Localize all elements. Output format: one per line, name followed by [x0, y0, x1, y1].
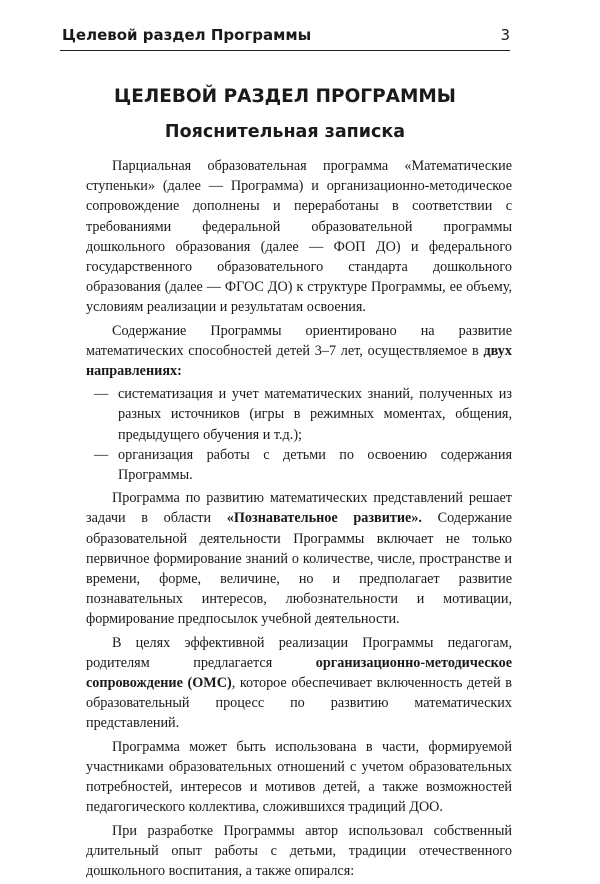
- paragraph-2: [86, 321, 512, 382]
- list-dash: —: [94, 446, 109, 463]
- list-item: [86, 384, 512, 445]
- directions-list: [86, 384, 512, 485]
- running-header-title: Целевой раздел Программы: [62, 26, 312, 44]
- paragraph-3-bold: «Познавательное развитие».: [226, 510, 422, 527]
- paragraph-2-bold: двух направлениях:: [86, 342, 512, 380]
- paragraph-4: [86, 633, 512, 734]
- paragraph-6: При разработке Программы автор использовал собственный длительный опыт работы с детьми, традиции отечественного дошкольного воспитания, а также опирался:: [86, 822, 512, 879]
- paragraph-1: Парциальная образовательная программа «Математические ступеньки» (далее — Программа) и организационно-методическое сопровождение дополнены и переработаны в соответствии с требованиями федеральной образовательной программы дошкольного образования (далее — ФОП ДО) и федерального государственного образовательного стандарта дошкольного образования (далее — ФГОС ДО) к структуре Программы, ее объему, условиям реализации и результатам освоения.: [86, 158, 512, 316]
- paragraph-3: [86, 488, 512, 629]
- paragraph-4-bold: организационно-методическое сопровождение (ОМС): [86, 654, 512, 692]
- body-text: [86, 156, 512, 884]
- list-item-text: систематизация и учет математических знаний, полученных из разных источников (игры в режимных моментах, общения, предыдущего обучения и т.д.);: [118, 386, 512, 443]
- running-header: [60, 24, 510, 51]
- page-number: 3: [500, 26, 510, 44]
- list-item: [86, 445, 512, 485]
- paragraph-2-text: Содержание Программы ориентировано на развитие математических способностей детей 3–7 лет, осуществляемое в: [86, 322, 512, 359]
- paragraph-4-text-a: В целях эффективной реализации Программы педагогам, родителям предлагается: [86, 634, 512, 671]
- paragraph-4-text-c: , которое обеспечивает включенность детей в образовательный процесс по развитию математических представлений.: [86, 675, 513, 732]
- paragraph-3-text-c: Содержание образовательной деятельности Программы включает не только первичное формирование знаний о количестве, числе, пространстве и времени, форме, величине, но и предполагает развитие познавательных интересов, любознательности и мотивации, формирование предпосылок учебной деятельности.: [86, 510, 513, 628]
- subsection-title: Пояснительная записка: [164, 122, 406, 142]
- paragraph-3-text-a: Программа по развитию математических представлений решает задачи в области: [86, 490, 512, 527]
- list-item-text: организация работы с детьми по освоению содержания Программы.: [118, 446, 512, 484]
- paragraph-5: Программа может быть использована в части, формируемой участниками образовательных отношений с учетом образовательных потребностей, интересов и мотивов детей, а также возможностей педагогического коллектива, сложившихся традиций ДОО.: [86, 738, 512, 816]
- section-title: ЦЕЛЕВОЙ РАЗДЕЛ ПРОГРАММЫ: [114, 86, 456, 107]
- list-dash: —: [94, 386, 109, 403]
